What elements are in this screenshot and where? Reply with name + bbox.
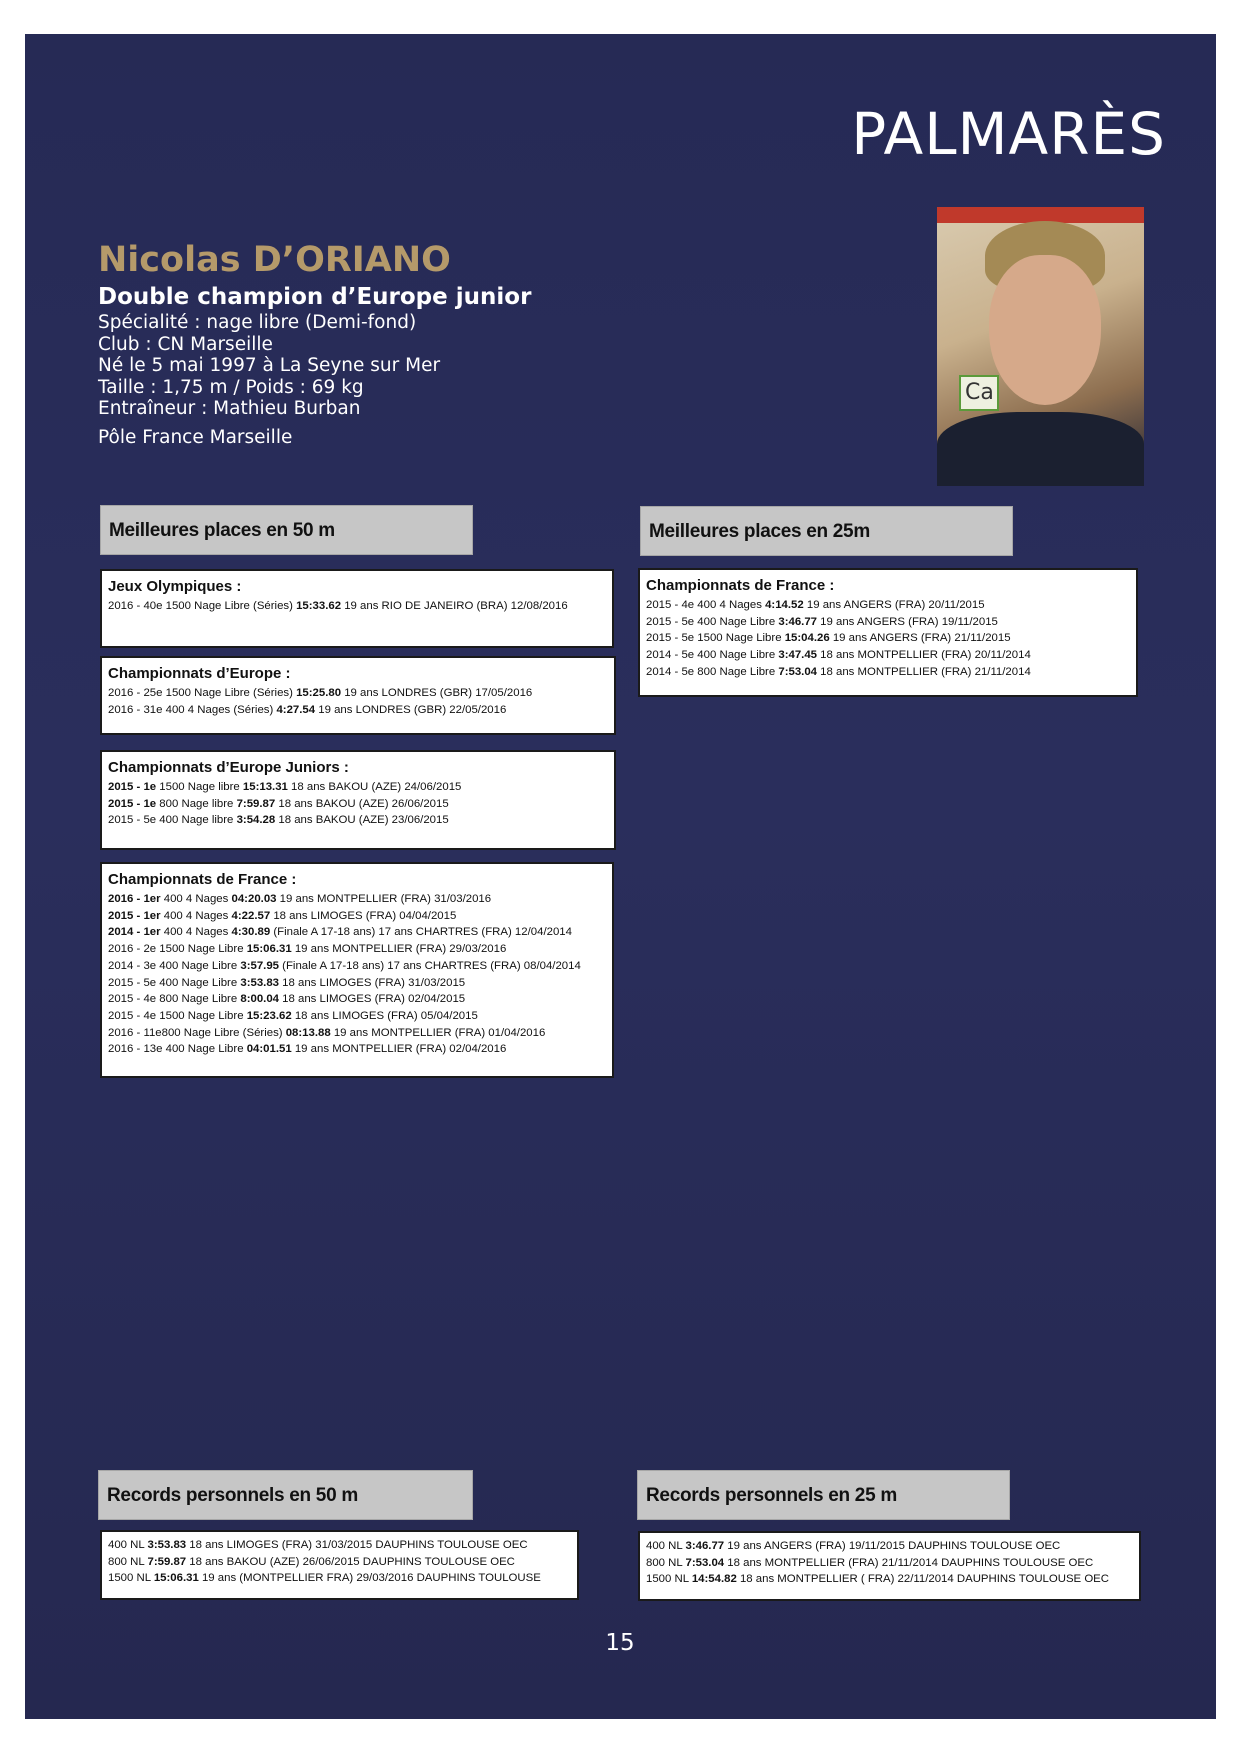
result-line bbox=[108, 1554, 571, 1571]
photo-face bbox=[989, 255, 1101, 405]
result-segment: 400 4 Nages bbox=[160, 893, 232, 905]
result-bold-segment: 4:22.57 bbox=[231, 909, 271, 922]
result-line bbox=[108, 975, 606, 992]
result-line bbox=[108, 812, 608, 829]
box-championnats-france-50m bbox=[100, 862, 614, 1078]
box-title: Championnats d’Europe : bbox=[108, 665, 291, 682]
result-segment: 18 ans BAKOU (AZE) 26/06/2015 bbox=[275, 797, 449, 810]
athlete-club: Club : CN Marseille bbox=[98, 333, 273, 355]
box-lines bbox=[108, 598, 606, 615]
result-segment: 2016 - 13e 400 Nage Libre bbox=[108, 1043, 247, 1056]
result-segment: 19 ans LONDRES (GBR) 17/05/2016 bbox=[341, 687, 533, 699]
athlete-entraineur: Entraîneur : Mathieu Burban bbox=[98, 398, 361, 420]
result-bold-segment: 3:53.83 bbox=[147, 1539, 187, 1551]
result-bold-segment: 04:01.51 bbox=[246, 1043, 292, 1056]
section-header-records-25m: Records personnels en 25 m bbox=[637, 1470, 1010, 1520]
box-lines bbox=[646, 1538, 1133, 1588]
result-segment: 18 ans BAKOU (AZE) 23/06/2015 bbox=[275, 814, 449, 827]
result-segment: 19 ans RIO DE JANEIRO (BRA) 12/08/2016 bbox=[341, 600, 568, 612]
result-segment: 800 Nage libre bbox=[156, 797, 237, 810]
result-segment: 19 ans LONDRES (GBR) 22/05/2016 bbox=[315, 703, 507, 716]
result-segment: 2015 - 5e 400 Nage libre bbox=[108, 814, 237, 827]
result-line bbox=[108, 991, 606, 1008]
result-segment: 19 ans MONTPELLIER (FRA) 29/03/2016 bbox=[291, 943, 507, 956]
result-bold-segment: 2016 - 1er bbox=[108, 893, 161, 905]
result-bold-segment: 15:04.26 bbox=[784, 632, 830, 645]
result-bold-segment: 15:25.80 bbox=[296, 687, 342, 699]
result-segment: 1500 Nage libre bbox=[156, 781, 243, 793]
result-segment: 19 ans ANGERS (FRA) 21/11/2015 bbox=[829, 632, 1011, 645]
result-bold-segment: 7:53.04 bbox=[778, 665, 817, 678]
result-segment: 2014 - 5e 400 Nage Libre bbox=[646, 649, 779, 662]
result-segment: 800 NL bbox=[646, 1556, 686, 1569]
result-line bbox=[646, 1538, 1133, 1555]
result-bold-segment: 2015 - 1e bbox=[108, 781, 157, 793]
result-line bbox=[108, 1025, 606, 1042]
result-segment: 2016 - 25e 1500 Nage Libre (Séries) bbox=[108, 687, 297, 699]
result-segment: 18 ans MONTPELLIER ( FRA) 22/11/2014 DAUPHINS TOULOUSE OEC bbox=[736, 1573, 1110, 1586]
result-line bbox=[108, 924, 606, 941]
result-bold-segment: 7:59.87 bbox=[147, 1555, 187, 1568]
page-title: PALMARÈS bbox=[851, 100, 1166, 168]
result-line bbox=[108, 891, 606, 908]
result-line bbox=[108, 796, 608, 813]
box-lines bbox=[108, 891, 606, 1058]
result-line bbox=[108, 1570, 571, 1587]
box-title: Championnats d’Europe Juniors : bbox=[108, 759, 349, 776]
result-line bbox=[108, 598, 606, 615]
result-segment: 2014 - 3e 400 Nage Libre bbox=[108, 959, 241, 972]
result-bold-segment: 15:06.31 bbox=[153, 1572, 199, 1585]
result-segment: 2015 - 5e 1500 Nage Libre bbox=[646, 632, 785, 645]
athlete-photo bbox=[937, 207, 1144, 486]
page-number: 15 bbox=[605, 1630, 635, 1656]
result-segment: 2015 - 4e 400 4 Nages bbox=[646, 599, 766, 611]
result-segment: 19 ans (MONTPELLIER FRA) 29/03/2016 DAUPHINS TOULOUSE bbox=[198, 1572, 541, 1585]
result-segment: 2015 - 4e 800 Nage Libre bbox=[108, 993, 241, 1006]
result-segment: 18 ans MONTPELLIER (FRA) 20/11/2014 bbox=[817, 649, 1031, 662]
result-segment: (Finale A 17-18 ans) 17 ans CHARTRES (FRA) 12/04/2014 bbox=[270, 926, 572, 939]
photo-sign: Ca bbox=[959, 375, 999, 411]
result-segment: 19 ans ANGERS (FRA) 20/11/2015 bbox=[803, 599, 985, 611]
result-segment: 18 ans LIMOGES (FRA) 31/03/2015 DAUPHINS TOULOUSE OEC bbox=[186, 1539, 528, 1551]
result-line bbox=[646, 614, 1130, 631]
result-bold-segment: 3:46.77 bbox=[685, 1540, 725, 1552]
result-segment: 400 4 Nages bbox=[160, 926, 232, 939]
result-bold-segment: 04:20.03 bbox=[231, 893, 277, 905]
result-segment: 2014 - 5e 800 Nage Libre bbox=[646, 665, 779, 678]
box-title: Jeux Olympiques : bbox=[108, 578, 242, 595]
result-bold-segment: 3:47.45 bbox=[778, 649, 817, 662]
result-bold-segment: 14:54.82 bbox=[691, 1573, 737, 1586]
box-lines bbox=[108, 1537, 571, 1587]
result-line bbox=[108, 908, 606, 925]
result-segment: 2016 - 2e 1500 Nage Libre bbox=[108, 943, 247, 956]
result-bold-segment: 8:00.04 bbox=[240, 993, 279, 1006]
result-bold-segment: 3:53.83 bbox=[240, 976, 279, 989]
result-segment: 19 ans ANGERS (FRA) 19/11/2015 bbox=[817, 615, 998, 628]
athlete-subtitle: Double champion d’Europe junior bbox=[98, 284, 532, 310]
result-segment: 1500 NL bbox=[646, 1573, 692, 1586]
result-segment: 19 ans MONTPELLIER (FRA) 01/04/2016 bbox=[330, 1026, 546, 1039]
result-segment: 19 ans ANGERS (FRA) 19/11/2015 DAUPHINS TOULOUSE OEC bbox=[724, 1540, 1061, 1552]
result-bold-segment: 3:46.77 bbox=[778, 615, 817, 628]
result-line bbox=[108, 702, 608, 719]
result-line bbox=[646, 1571, 1133, 1588]
result-bold-segment: 4:30.89 bbox=[231, 926, 271, 939]
result-segment: 18 ans LIMOGES (FRA) 31/03/2015 bbox=[279, 976, 466, 989]
result-segment: 400 NL bbox=[108, 1539, 148, 1551]
result-segment: 18 ans MONTPELLIER (FRA) 21/11/2014 bbox=[817, 665, 1031, 678]
box-title: Championnats de France : bbox=[646, 577, 835, 594]
result-bold-segment: 7:53.04 bbox=[685, 1556, 725, 1569]
athlete-name: Nicolas D’ORIANO bbox=[98, 240, 451, 280]
athlete-taille-poids: Taille : 1,75 m / Poids : 69 kg bbox=[98, 376, 364, 398]
result-line bbox=[646, 1555, 1133, 1572]
result-bold-segment: 3:57.95 bbox=[240, 959, 279, 972]
result-segment: 1500 NL bbox=[108, 1572, 154, 1585]
result-bold-segment: 7:59.87 bbox=[236, 797, 276, 810]
result-line bbox=[108, 685, 608, 702]
result-segment: 400 NL bbox=[646, 1540, 686, 1552]
result-bold-segment: 15:23.62 bbox=[246, 1009, 292, 1022]
result-line bbox=[108, 1008, 606, 1025]
result-segment: 18 ans LIMOGES (FRA) 02/04/2015 bbox=[279, 993, 466, 1006]
box-championnats-france-25m bbox=[638, 568, 1138, 697]
box-lines bbox=[108, 685, 608, 718]
result-segment: 2016 - 40e 1500 Nage Libre (Séries) bbox=[108, 600, 297, 612]
box-championnats-europe-juniors bbox=[100, 750, 616, 850]
result-segment: 18 ans LIMOGES (FRA) 04/04/2015 bbox=[270, 909, 457, 922]
result-bold-segment: 2014 - 1er bbox=[108, 926, 161, 939]
result-segment: 19 ans MONTPELLIER (FRA) 02/04/2016 bbox=[291, 1043, 507, 1056]
section-header-records-50m: Records personnels en 50 m bbox=[98, 1470, 473, 1520]
result-segment: 2015 - 5e 400 Nage Libre bbox=[108, 976, 241, 989]
result-segment: 2015 - 5e 400 Nage Libre bbox=[646, 615, 779, 628]
box-jeux-olympiques bbox=[100, 569, 614, 648]
result-segment: (Finale A 17-18 ans) 17 ans CHARTRES (FRA) 08/04/2014 bbox=[279, 959, 581, 972]
box-title: Championnats de France : bbox=[108, 871, 297, 888]
result-line bbox=[646, 664, 1130, 681]
box-lines bbox=[646, 597, 1130, 681]
result-segment: 400 4 Nages bbox=[160, 909, 232, 922]
box-records-50m bbox=[100, 1530, 579, 1600]
result-line bbox=[646, 630, 1130, 647]
result-segment: 18 ans BAKOU (AZE) 26/06/2015 DAUPHINS TOULOUSE OEC bbox=[186, 1555, 515, 1568]
athlete-info bbox=[98, 312, 440, 449]
photo-shirt bbox=[937, 412, 1144, 486]
result-bold-segment: 15:06.31 bbox=[246, 943, 292, 956]
section-header-best-50m: Meilleures places en 50 m bbox=[100, 505, 473, 555]
athlete-naissance: Né le 5 mai 1997 à La Seyne sur Mer bbox=[98, 355, 441, 377]
result-segment: 800 NL bbox=[108, 1555, 148, 1568]
result-segment: 18 ans BAKOU (AZE) 24/06/2015 bbox=[287, 781, 462, 793]
result-segment: 2016 - 31e 400 4 Nages (Séries) bbox=[108, 703, 277, 716]
box-championnats-europe bbox=[100, 656, 616, 735]
box-records-25m bbox=[638, 1531, 1141, 1601]
result-line bbox=[108, 1537, 571, 1554]
result-bold-segment: 2015 - 1e bbox=[108, 797, 157, 810]
result-segment: 2015 - 4e 1500 Nage Libre bbox=[108, 1009, 247, 1022]
result-segment: 18 ans LIMOGES (FRA) 05/04/2015 bbox=[291, 1009, 478, 1022]
result-segment: 2016 - 11e800 Nage Libre (Séries) bbox=[108, 1026, 286, 1039]
result-bold-segment: 15:13.31 bbox=[242, 781, 288, 793]
athlete-pole: Pôle France Marseille bbox=[98, 426, 293, 448]
result-line bbox=[108, 779, 608, 796]
athlete-specialite: Spécialité : nage libre (Demi-fond) bbox=[98, 312, 417, 333]
result-line bbox=[646, 597, 1130, 614]
result-bold-segment: 15:33.62 bbox=[296, 600, 342, 612]
result-bold-segment: 4:14.52 bbox=[765, 599, 804, 611]
result-bold-segment: 3:54.28 bbox=[236, 814, 276, 827]
result-line bbox=[108, 941, 606, 958]
result-bold-segment: 2015 - 1er bbox=[108, 909, 161, 922]
result-line bbox=[108, 958, 606, 975]
result-segment: 19 ans MONTPELLIER (FRA) 31/03/2016 bbox=[276, 893, 492, 905]
result-bold-segment: 4:27.54 bbox=[276, 703, 316, 716]
result-segment: 18 ans MONTPELLIER (FRA) 21/11/2014 DAUPHINS TOULOUSE OEC bbox=[724, 1556, 1094, 1569]
result-bold-segment: 08:13.88 bbox=[285, 1026, 331, 1039]
result-line bbox=[108, 1041, 606, 1058]
result-line bbox=[646, 647, 1130, 664]
section-header-best-25m: Meilleures places en 25m bbox=[640, 506, 1013, 556]
box-lines bbox=[108, 779, 608, 829]
